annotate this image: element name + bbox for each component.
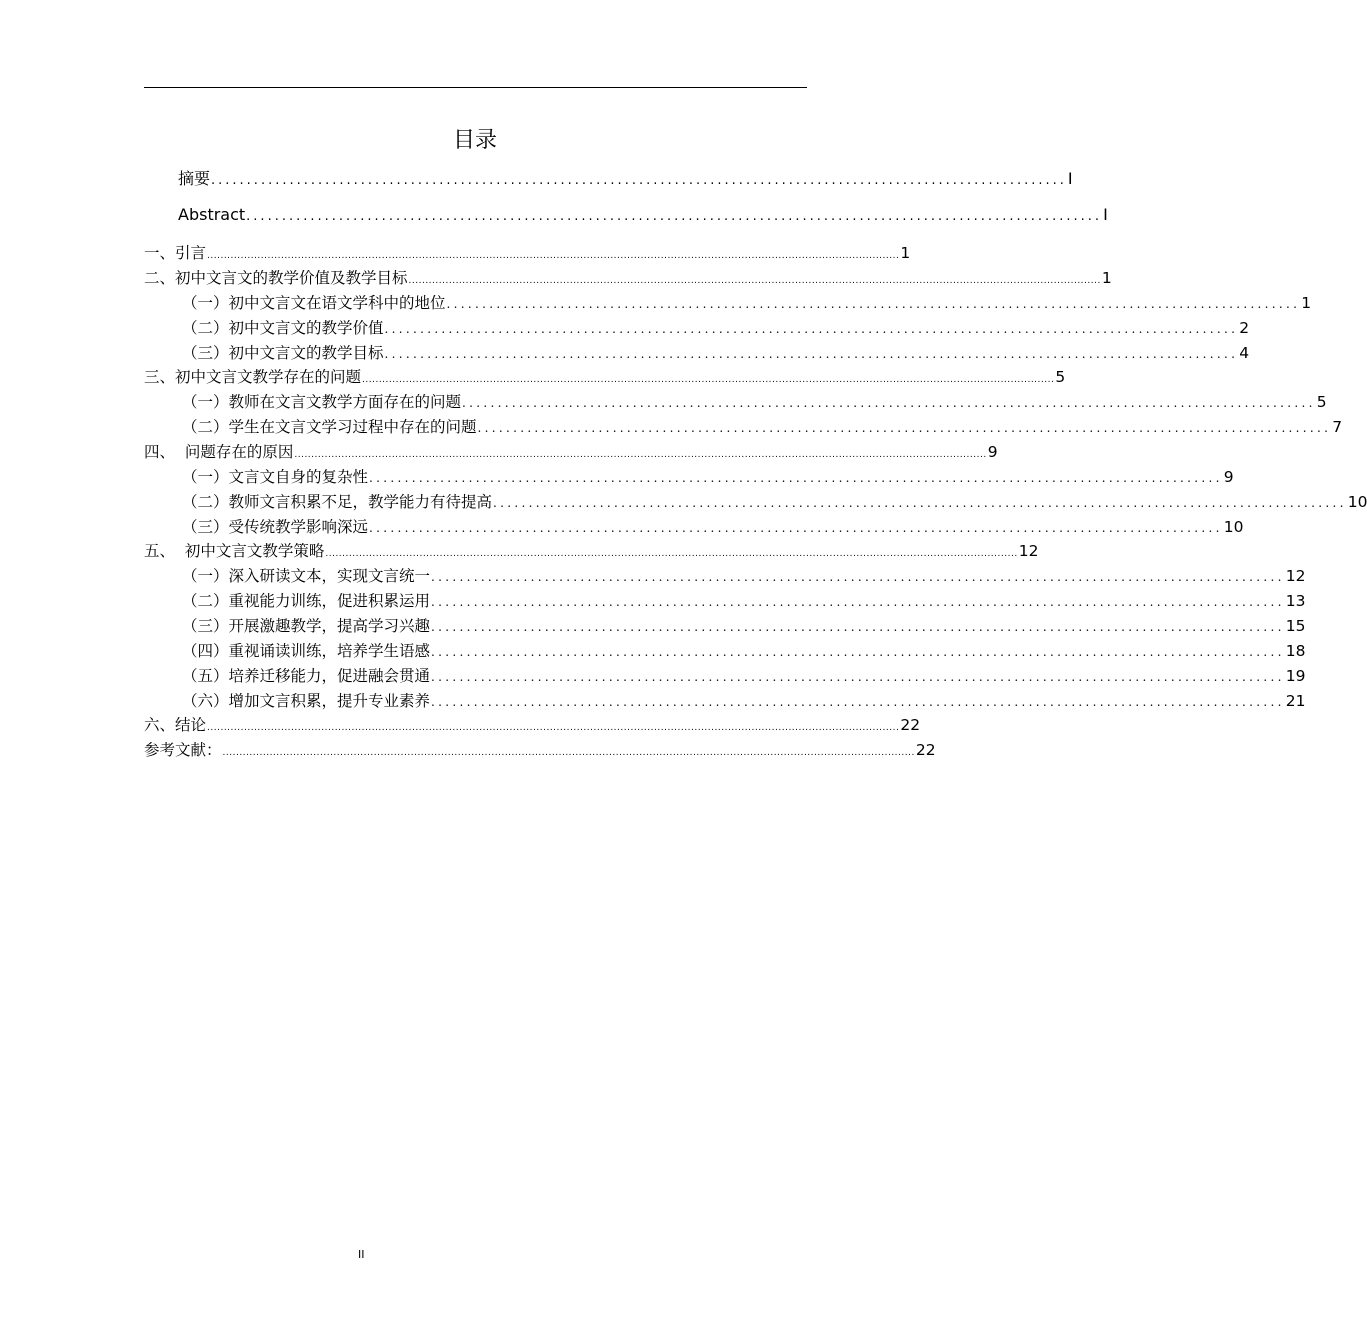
dot-leader: ........................................................................................................................ — [446, 297, 1301, 311]
dot-leader: .............................................................................................................................................................................................................. — [362, 375, 1055, 385]
dot-leader: ........................................................................................................................ — [369, 471, 1223, 485]
toc-entry-title: 五、 初中文言文教学策略 — [144, 542, 325, 560]
toc-entry-page: I — [1067, 169, 1073, 188]
toc-entry-title: （三）开展激趣教学，提高学习兴趣 — [182, 617, 431, 635]
toc-entry-page: 22 — [900, 716, 921, 734]
toc-entry-page: 10 — [1347, 493, 1367, 511]
dot-leader: ........................................................................................................................ — [211, 173, 1067, 188]
toc-entry-title: 一、引言 — [144, 244, 207, 262]
toc-entry-abstract-en[interactable] — [144, 202, 1108, 230]
toc-entry-page: I — [1103, 205, 1108, 224]
toc-entry-section-5-4[interactable] — [144, 639, 1306, 664]
toc-entry-page: 1 — [1101, 269, 1112, 287]
toc-entry-page: 12 — [1285, 567, 1306, 585]
toc-entry-section-5-5[interactable] — [144, 664, 1306, 689]
dot-leader: ........................................................................................................................ — [384, 347, 1239, 361]
dot-leader: ........................................................................................................................ — [369, 521, 1223, 535]
toc-entry-title: （一）初中文言文在语文学科中的地位 — [182, 294, 446, 312]
toc-entry-page: 9 — [987, 443, 998, 461]
toc-entry-section-4-3[interactable] — [144, 515, 1244, 540]
toc-entry-section-2-2[interactable] — [144, 316, 1250, 341]
toc-entry-page: 2 — [1239, 319, 1250, 337]
toc-entry-section-3-1[interactable] — [144, 390, 1327, 415]
toc-entry-title: （五）培养迁移能力，促进融会贯通 — [182, 667, 431, 685]
dot-leader: .............................................................................................................................................................................................................. — [222, 748, 915, 758]
toc-entry-chapter-5[interactable] — [144, 539, 1039, 566]
dot-leader: .............................................................................................................................................................................................................. — [207, 723, 900, 733]
toc-entry-title: 三、初中文言文教学存在的问题 — [144, 368, 362, 386]
toc-entry-title: （一）教师在文言文教学方面存在的问题 — [182, 393, 462, 411]
header-rule — [144, 87, 807, 88]
toc-entry-title: （一）文言文自身的复杂性 — [182, 468, 369, 486]
dot-leader: ........................................................................................................................ — [477, 421, 1332, 435]
dot-leader: ........................................................................................................................ — [431, 620, 1285, 634]
toc-entry-section-2-3[interactable] — [144, 341, 1250, 366]
page-number-footer: II — [358, 1248, 365, 1261]
toc-entry-page: 4 — [1239, 344, 1250, 362]
toc-entry-section-4-2[interactable] — [144, 490, 1367, 515]
toc-entry-section-2-1[interactable] — [144, 291, 1312, 316]
toc-entry-title: （三）受传统教学影响深远 — [182, 518, 369, 536]
toc-entry-title: （三）初中文言文的教学目标 — [182, 344, 384, 362]
dot-leader: ........................................................................................................................ — [493, 496, 1347, 510]
toc-entry-title: （四）重视诵读训练，培养学生语感 — [182, 642, 431, 660]
toc-entry-page: 15 — [1285, 617, 1306, 635]
toc-entry-title: （六）增加文言积累，提升专业素养 — [182, 692, 431, 710]
toc-entry-page: 22 — [915, 741, 936, 759]
toc-entry-page: 13 — [1285, 592, 1306, 610]
dot-leader: .............................................................................................................................................................................................................. — [408, 276, 1101, 286]
toc-entry-title: 二、初中文言文的教学价值及教学目标 — [144, 269, 408, 287]
toc-entry-section-5-3[interactable] — [144, 614, 1306, 639]
dot-leader: .............................................................................................................................................................................................................. — [294, 450, 987, 460]
dot-leader: ........................................................................................................................ — [431, 695, 1285, 709]
toc-entry-title: Abstract — [178, 205, 246, 224]
toc-entry-title: 参考文献： — [144, 741, 222, 759]
toc-entry-chapter-1[interactable] — [144, 241, 911, 268]
toc-entry-section-5-6[interactable] — [144, 689, 1306, 714]
dot-leader: ........................................................................................................................ — [384, 322, 1239, 336]
toc-entry-page: 5 — [1055, 368, 1066, 386]
toc-entry-section-5-2[interactable] — [144, 589, 1306, 614]
toc-entry-page: 12 — [1018, 542, 1039, 560]
toc-entry-page: 18 — [1285, 642, 1306, 660]
toc-entry-title: （二）学生在文言文学习过程中存在的问题 — [182, 418, 477, 436]
toc-entry-title: （二）初中文言文的教学价值 — [182, 319, 384, 337]
toc-entry-references[interactable] — [144, 738, 936, 765]
toc-entry-chapter-3[interactable] — [144, 365, 1066, 392]
toc-entry-title: （二）重视能力训练，促进积累运用 — [182, 592, 431, 610]
toc-entry-page: 19 — [1285, 667, 1306, 685]
toc-entry-section-3-2[interactable] — [144, 415, 1343, 440]
toc-entry-title: （一）深入研读文本，实现文言统一 — [182, 567, 431, 585]
dot-leader: ........................................................................................................................ — [431, 595, 1285, 609]
toc-entry-chapter-2[interactable] — [144, 266, 1112, 293]
toc-entry-chapter-4[interactable] — [144, 440, 998, 467]
toc-entry-page: 1 — [900, 244, 911, 262]
toc-entry-title: 摘要 — [178, 169, 211, 188]
toc-entry-page: 21 — [1285, 692, 1306, 710]
dot-leader: .............................................................................................................................................................................................................. — [325, 549, 1018, 559]
toc-entry-abstract-cn[interactable] — [144, 166, 1073, 194]
toc-entry-page: 5 — [1316, 393, 1327, 411]
dot-leader: .............................................................................................................................................................................................................. — [207, 251, 900, 261]
toc-entry-title: 六、结论 — [144, 716, 207, 734]
dot-leader: ........................................................................................................................ — [431, 645, 1285, 659]
dot-leader: ........................................................................................................................ — [431, 670, 1285, 684]
toc-entry-title: （二）教师文言积累不足，教学能力有待提高 — [182, 493, 493, 511]
toc-entry-section-4-1[interactable] — [144, 465, 1234, 490]
dot-leader: ........................................................................................................................ — [246, 209, 1103, 224]
page-title: 目录 — [452, 128, 497, 153]
toc-entry-page: 10 — [1223, 518, 1244, 536]
toc-entry-chapter-6[interactable] — [144, 713, 921, 740]
toc-entry-page: 7 — [1332, 418, 1343, 436]
toc-entry-page: 9 — [1223, 468, 1234, 486]
toc-entry-section-5-1[interactable] — [144, 564, 1306, 589]
toc-entry-page: 1 — [1301, 294, 1312, 312]
dot-leader: ........................................................................................................................ — [462, 396, 1316, 410]
dot-leader: ........................................................................................................................ — [431, 570, 1285, 584]
toc-entry-title: 四、 问题存在的原因 — [144, 443, 294, 461]
